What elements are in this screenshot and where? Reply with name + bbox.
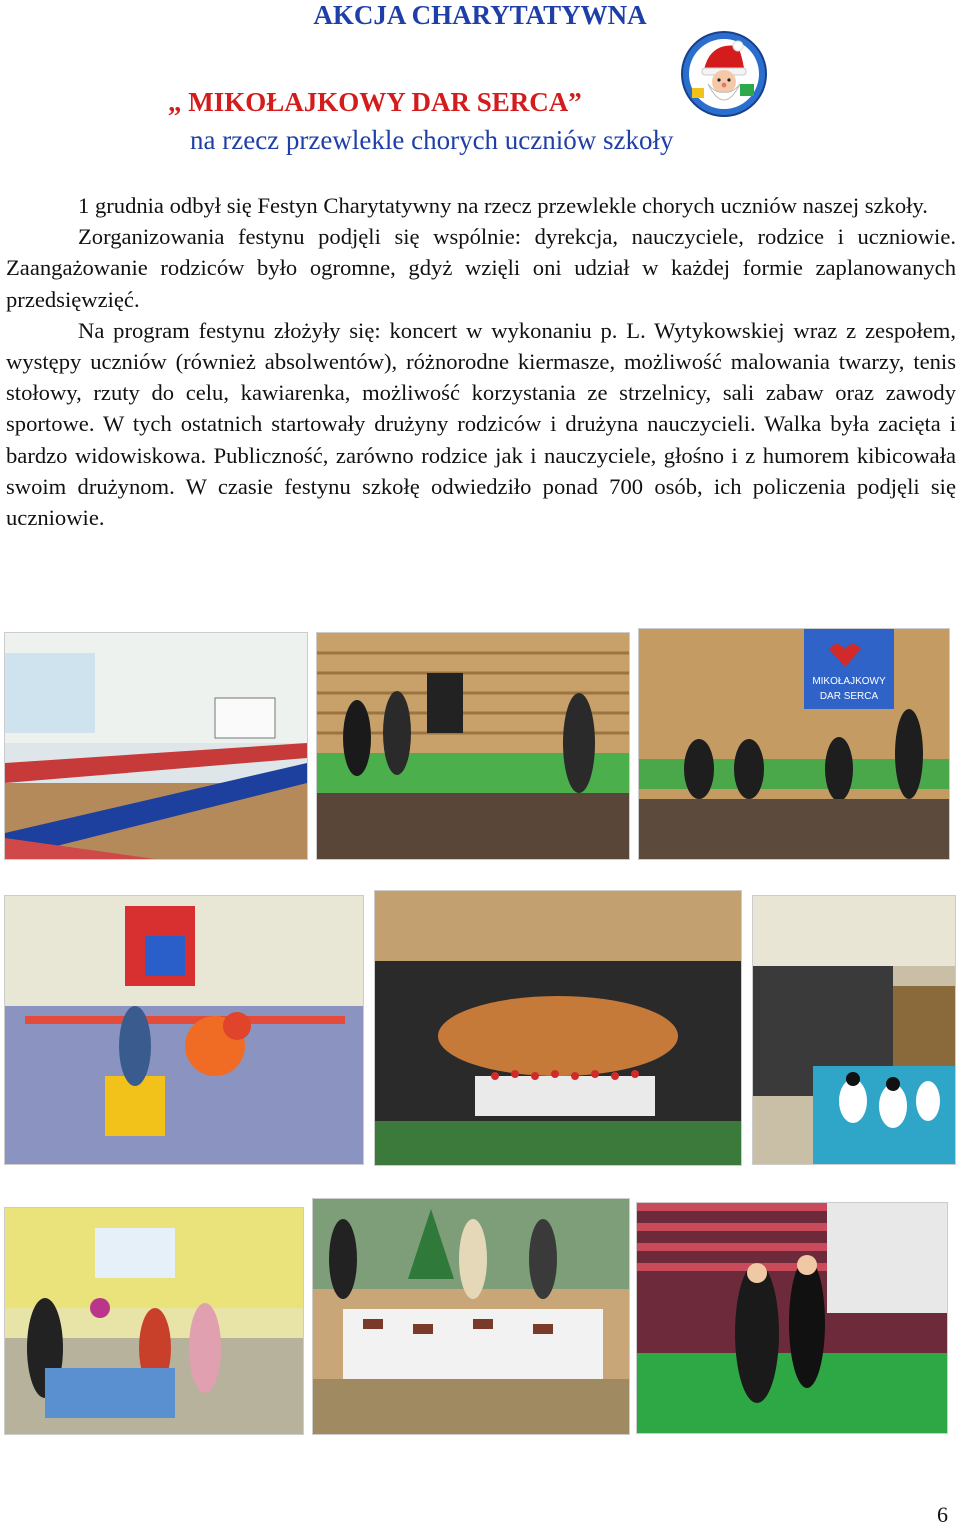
photo-gym-audience — [374, 890, 742, 1166]
photo-cafe — [312, 1198, 630, 1435]
banner-line2: DAR SERCA — [819, 691, 879, 702]
banner-line1: MIKOŁAJKOWY — [812, 676, 886, 687]
page-title: AKCJA CHARYTATYWNA — [313, 0, 647, 30]
event-name: „ MIKOŁAJKOWY DAR SERCA” — [168, 87, 582, 117]
photo-christmas-stall — [752, 895, 956, 1165]
photo-playroom — [4, 895, 364, 1165]
photo-dance — [636, 1202, 948, 1434]
photo-school-fair-tables — [4, 632, 308, 860]
event-purpose: na rzecz przewlekle chorych uczniów szkoły — [190, 125, 674, 155]
santa-claus-icon — [680, 30, 768, 118]
page-number: 6 — [937, 1502, 948, 1527]
photo-concert — [316, 632, 630, 860]
paragraph: 1 grudnia odbył się Festyn Charytatywny na rzecz przewlekle chorych uczniów naszej szkoły. — [78, 193, 928, 218]
paragraph: Na program festynu złożyły się: koncert w wykonaniu p. L. Wytykowskiej wraz z zespołem, występy uczniów (również absolwentów), różnorodne kiermasze, możliwość malowania twarzy, tenis stołowy, rzuty do celu, kawiarenka, możliwość korzystania ze strzelnicy, sali zabaw oraz zawody sportowe. W tych ostatnich startowały drużyny rodziców i drużyna nauczycieli. Walka była zacięta i bardzo widowiskowa. Publiczność, zarówno rodzice jak i nauczyciele, głośno i z humorem kibicowała swoim drużynom. W czasie festynu szkołę odwiedziło ponad 700 osób, ich policzenia podjęli się uczniowie. — [6, 317, 956, 531]
paragraph: Zorganizowania festynu podjęli się wspólnie: dyrekcja, nauczyciele, rodzice i uczniowie. Zaangażowanie rodziców było ogromne, gdyż wzięli oni udział w każdej formie zaplanowanych przedsięwzięć. — [6, 224, 956, 312]
photo-music-ensemble — [638, 628, 950, 860]
article-body — [6, 190, 956, 533]
photo-kids-stall — [4, 1207, 304, 1435]
